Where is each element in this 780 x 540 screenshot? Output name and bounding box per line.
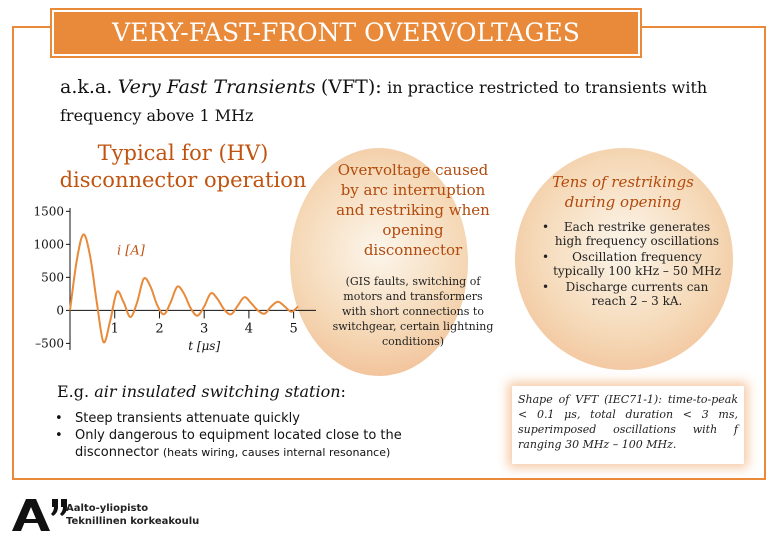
y-tick-label: 1000 — [33, 237, 64, 252]
intro-lead: a.k.a. — [60, 76, 113, 98]
x-tick-label: 1 — [110, 321, 119, 337]
restrike-item: • Oscillation frequency typically 100 kHz – 50 MHz — [542, 250, 721, 278]
vft-shape-box: Shape of VFT (IEC71-1): time-to-peak < 0.1 μs, total duration < 3 ms, superimposed oscillations with f ranging 30 MHz – 100 MHz. — [512, 386, 744, 464]
bullet: • — [542, 220, 550, 234]
y-tick-label: 1500 — [33, 204, 64, 219]
current-curve — [70, 234, 298, 342]
restrike-item: • Discharge currents can reach 2 – 3 kA. — [542, 280, 709, 308]
example-item: • Only dangerous to equipment located close to the disconnector (heats wiring, causes internal resonance) — [55, 428, 402, 460]
typical-heading — [36, 140, 330, 194]
x-axis-label: t [μs] — [188, 339, 221, 353]
example-suffix: : — [340, 382, 346, 401]
x-tick-label: 4 — [244, 321, 254, 337]
restrike-item: • Each restrike generates high frequency oscillations — [542, 220, 720, 248]
intro-abbr: (VFT): — [320, 76, 382, 98]
x-tick-label: 5 — [289, 321, 298, 337]
example-item: • Steep transients attenuate quickly — [55, 411, 300, 426]
overvoltage-sub: (GIS faults, switching of motors and transformers with short connections to switchgear, certain lightning conditions) — [332, 275, 494, 348]
y-tick-label: 0 — [56, 303, 64, 318]
restrike-list — [542, 220, 722, 310]
chart-axes — [70, 208, 316, 350]
x-tick-label: 3 — [200, 321, 209, 337]
y-axis-label: i [A] — [116, 243, 145, 259]
example-place: air insulated switching station — [94, 382, 341, 401]
example-bullets — [55, 410, 435, 461]
bullet: • — [542, 280, 550, 294]
restrike-title: Tens of restrikings during opening — [552, 173, 694, 211]
y-tick-label: 500 — [41, 270, 64, 285]
overvoltage-main: Overvoltage caused by arc interruption and restriking when opening disconnector — [336, 161, 490, 259]
intro-text — [60, 74, 750, 130]
logo-school: Teknillinen korkeakoulu — [66, 516, 200, 527]
current-chart — [30, 200, 320, 360]
chart-ticks — [33, 204, 297, 350]
bullet: • — [55, 428, 63, 443]
intro-rest-1: in practice restricted to transients with — [387, 78, 708, 97]
y-tick-label: –500 — [35, 336, 64, 351]
x-tick-label: 2 — [155, 321, 164, 337]
overvoltage-text — [332, 160, 494, 349]
intro-vft: Very Fast Transients — [117, 76, 316, 98]
typical-line-2: disconnector operation — [59, 168, 307, 192]
example-heading — [57, 382, 346, 401]
typical-line-1: Typical for (HV) — [97, 141, 269, 165]
bullet: • — [542, 250, 550, 264]
slide-title: VERY-FAST-FRONT OVERVOLTAGES — [52, 10, 640, 56]
logo-name: Aalto-yliopisto — [66, 503, 149, 514]
intro-rest-2: frequency above 1 MHz — [60, 106, 254, 125]
bullet: • — [55, 411, 63, 426]
example-prefix: E.g. — [57, 382, 90, 401]
